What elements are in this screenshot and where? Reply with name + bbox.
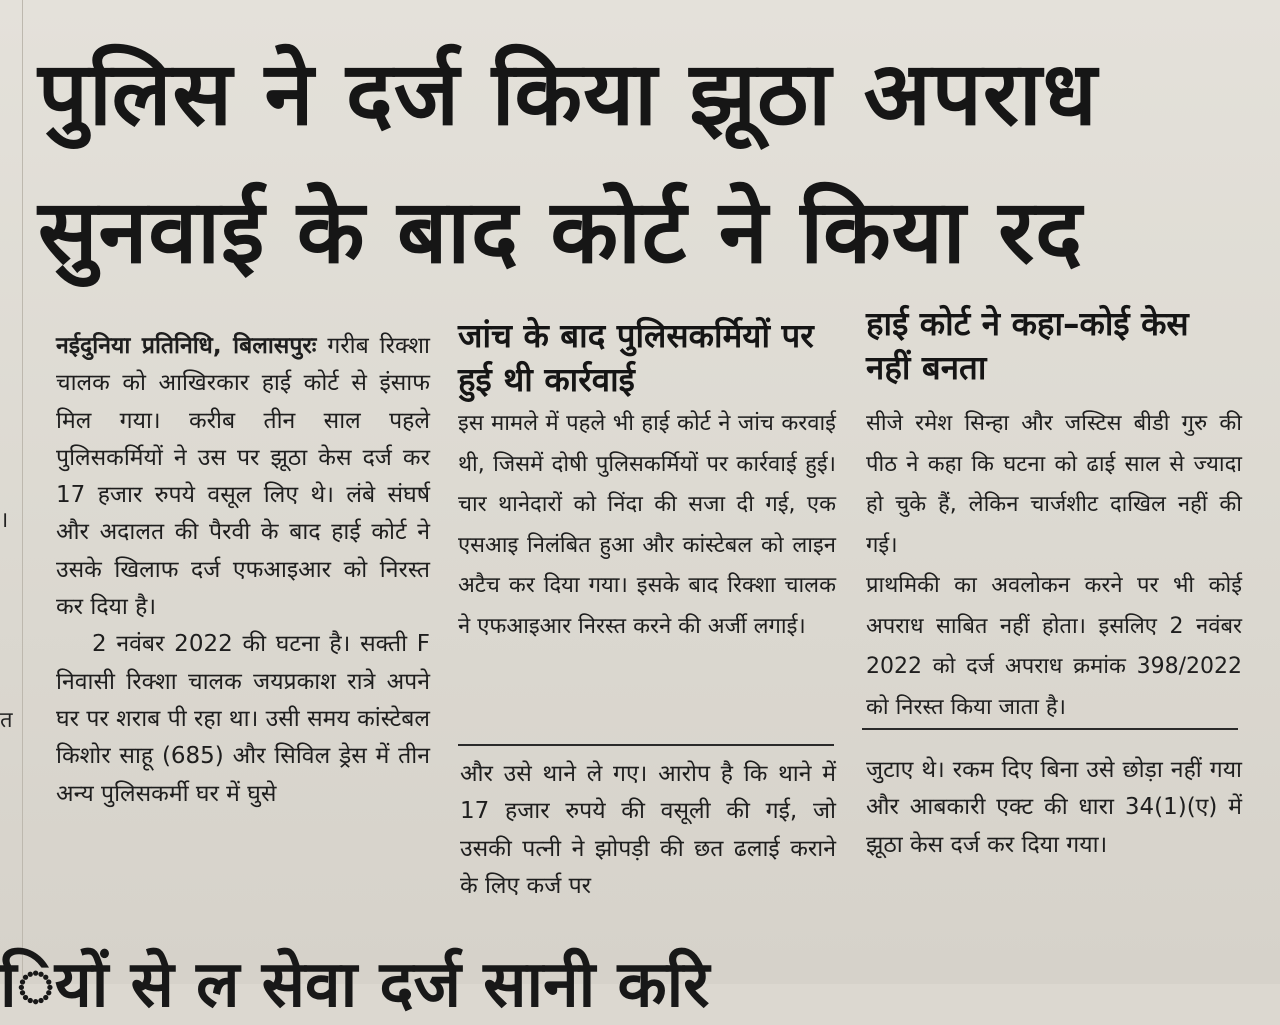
headline-line-2: सुनवाई के बाद कोर्ट ने किया रद [38, 180, 1083, 283]
column2-divider [458, 744, 834, 746]
column1-paragraph-1: नईदुनिया प्रतिनिधि, बिलासपुरः गरीब रिक्शा चालक को आखिरकार हाई कोर्ट से इंसाफ मिल गया। करीब तीन साल पहले पुलिसकर्मियों ने उस पर झूठा केस दर्ज कर 17 हजार रुपये वसूल लिए थे। लंबे संघर्ष और अदालत की पैरवी के बाद हाई कोर्ट ने उसके खिलाफ दर्ज एफआइआर को निरस्त कर दिया है। [56, 333, 430, 621]
column3-paragraph-2: प्राथमिकी का अवलोकन करने पर भी कोई अपराध साबित नहीं होता। इसलिए 2 नवंबर 2022 को दर्ज अपराध क्रमांक 398/2022 को निरस्त किया जाता है। [866, 573, 1242, 720]
column3-subhead: हाई कोर्ट ने कहा–कोई केस नहीं बनता [866, 304, 1189, 387]
column1-paragraph-2: 2 नवंबर 2022 की घटना है। सक्ती F निवासी रिक्शा चालक जयप्रकाश रात्रे अपने घर पर शराब पी रहा था। उसी समय कांस्टेबल किशोर साहू (685) और सिविल ड्रेस में तीन अन्य पुलिसकर्मी घर में घुसे [56, 631, 430, 807]
dateline: नईदुनिया प्रतिनिधि, बिलासपुरः [56, 333, 317, 359]
margin-char-1: । [0, 508, 9, 533]
headline-line-1: पुलिस ने दर्ज किया झूठा अपराध [38, 42, 1098, 145]
column3-divider [862, 728, 1238, 730]
column3-paragraph-1: सीजे रमेश सिन्हा और जस्टिस बीडी गुरु की पीठ ने कहा कि घटना को ढाई साल से ज्यादा हो चुके हैं, लेकिन चार्जशीट दाखिल नहीं की गई। [866, 411, 1242, 558]
column3-upper-text [866, 404, 1242, 728]
column2-subhead: जांच के बाद पुलिसकर्मियों पर हुई थी कार्रवाई [458, 316, 814, 399]
column2-upper-text: इस मामले में पहले भी हाई कोर्ट ने जांच करवाई थी, जिसमें दोषी पुलिसकर्मियों पर कार्रवाई हुई। चार थानेदारों को निंदा की सजा दी गई, एक एसआइ निलंबित हुआ और कांस्टेबल को लाइन अटैच कर दिया गया। इसके बाद रिक्शा चालक ने एफआइआर निरस्त करने की अर्जी लगाई। [458, 411, 836, 639]
column2-lower-text: और उसे थाने ले गए। आरोप है कि थाने में 17 हजार रुपये की वसूली की गई, जो उसकी पत्नी ने झोपड़ी की छत ढलाई कराने के लिए कर्ज पर [460, 761, 836, 899]
adjacent-column-edge [0, 0, 23, 984]
next-headline-fragment [0, 938, 1280, 1022]
column3-lower-text: जुटाए थे। रकम दिए बिना उसे छोड़ा नहीं गया और आबकारी एक्ट की धारा 34(1)(ए) में झूठा केस दर्ज कर दिया गया। [866, 757, 1242, 858]
next-headline-text: ियों से ल सेवा दर्ज सानी करि [0, 948, 710, 1022]
article-column-1 [56, 328, 430, 813]
margin-char-2: त [0, 708, 13, 733]
